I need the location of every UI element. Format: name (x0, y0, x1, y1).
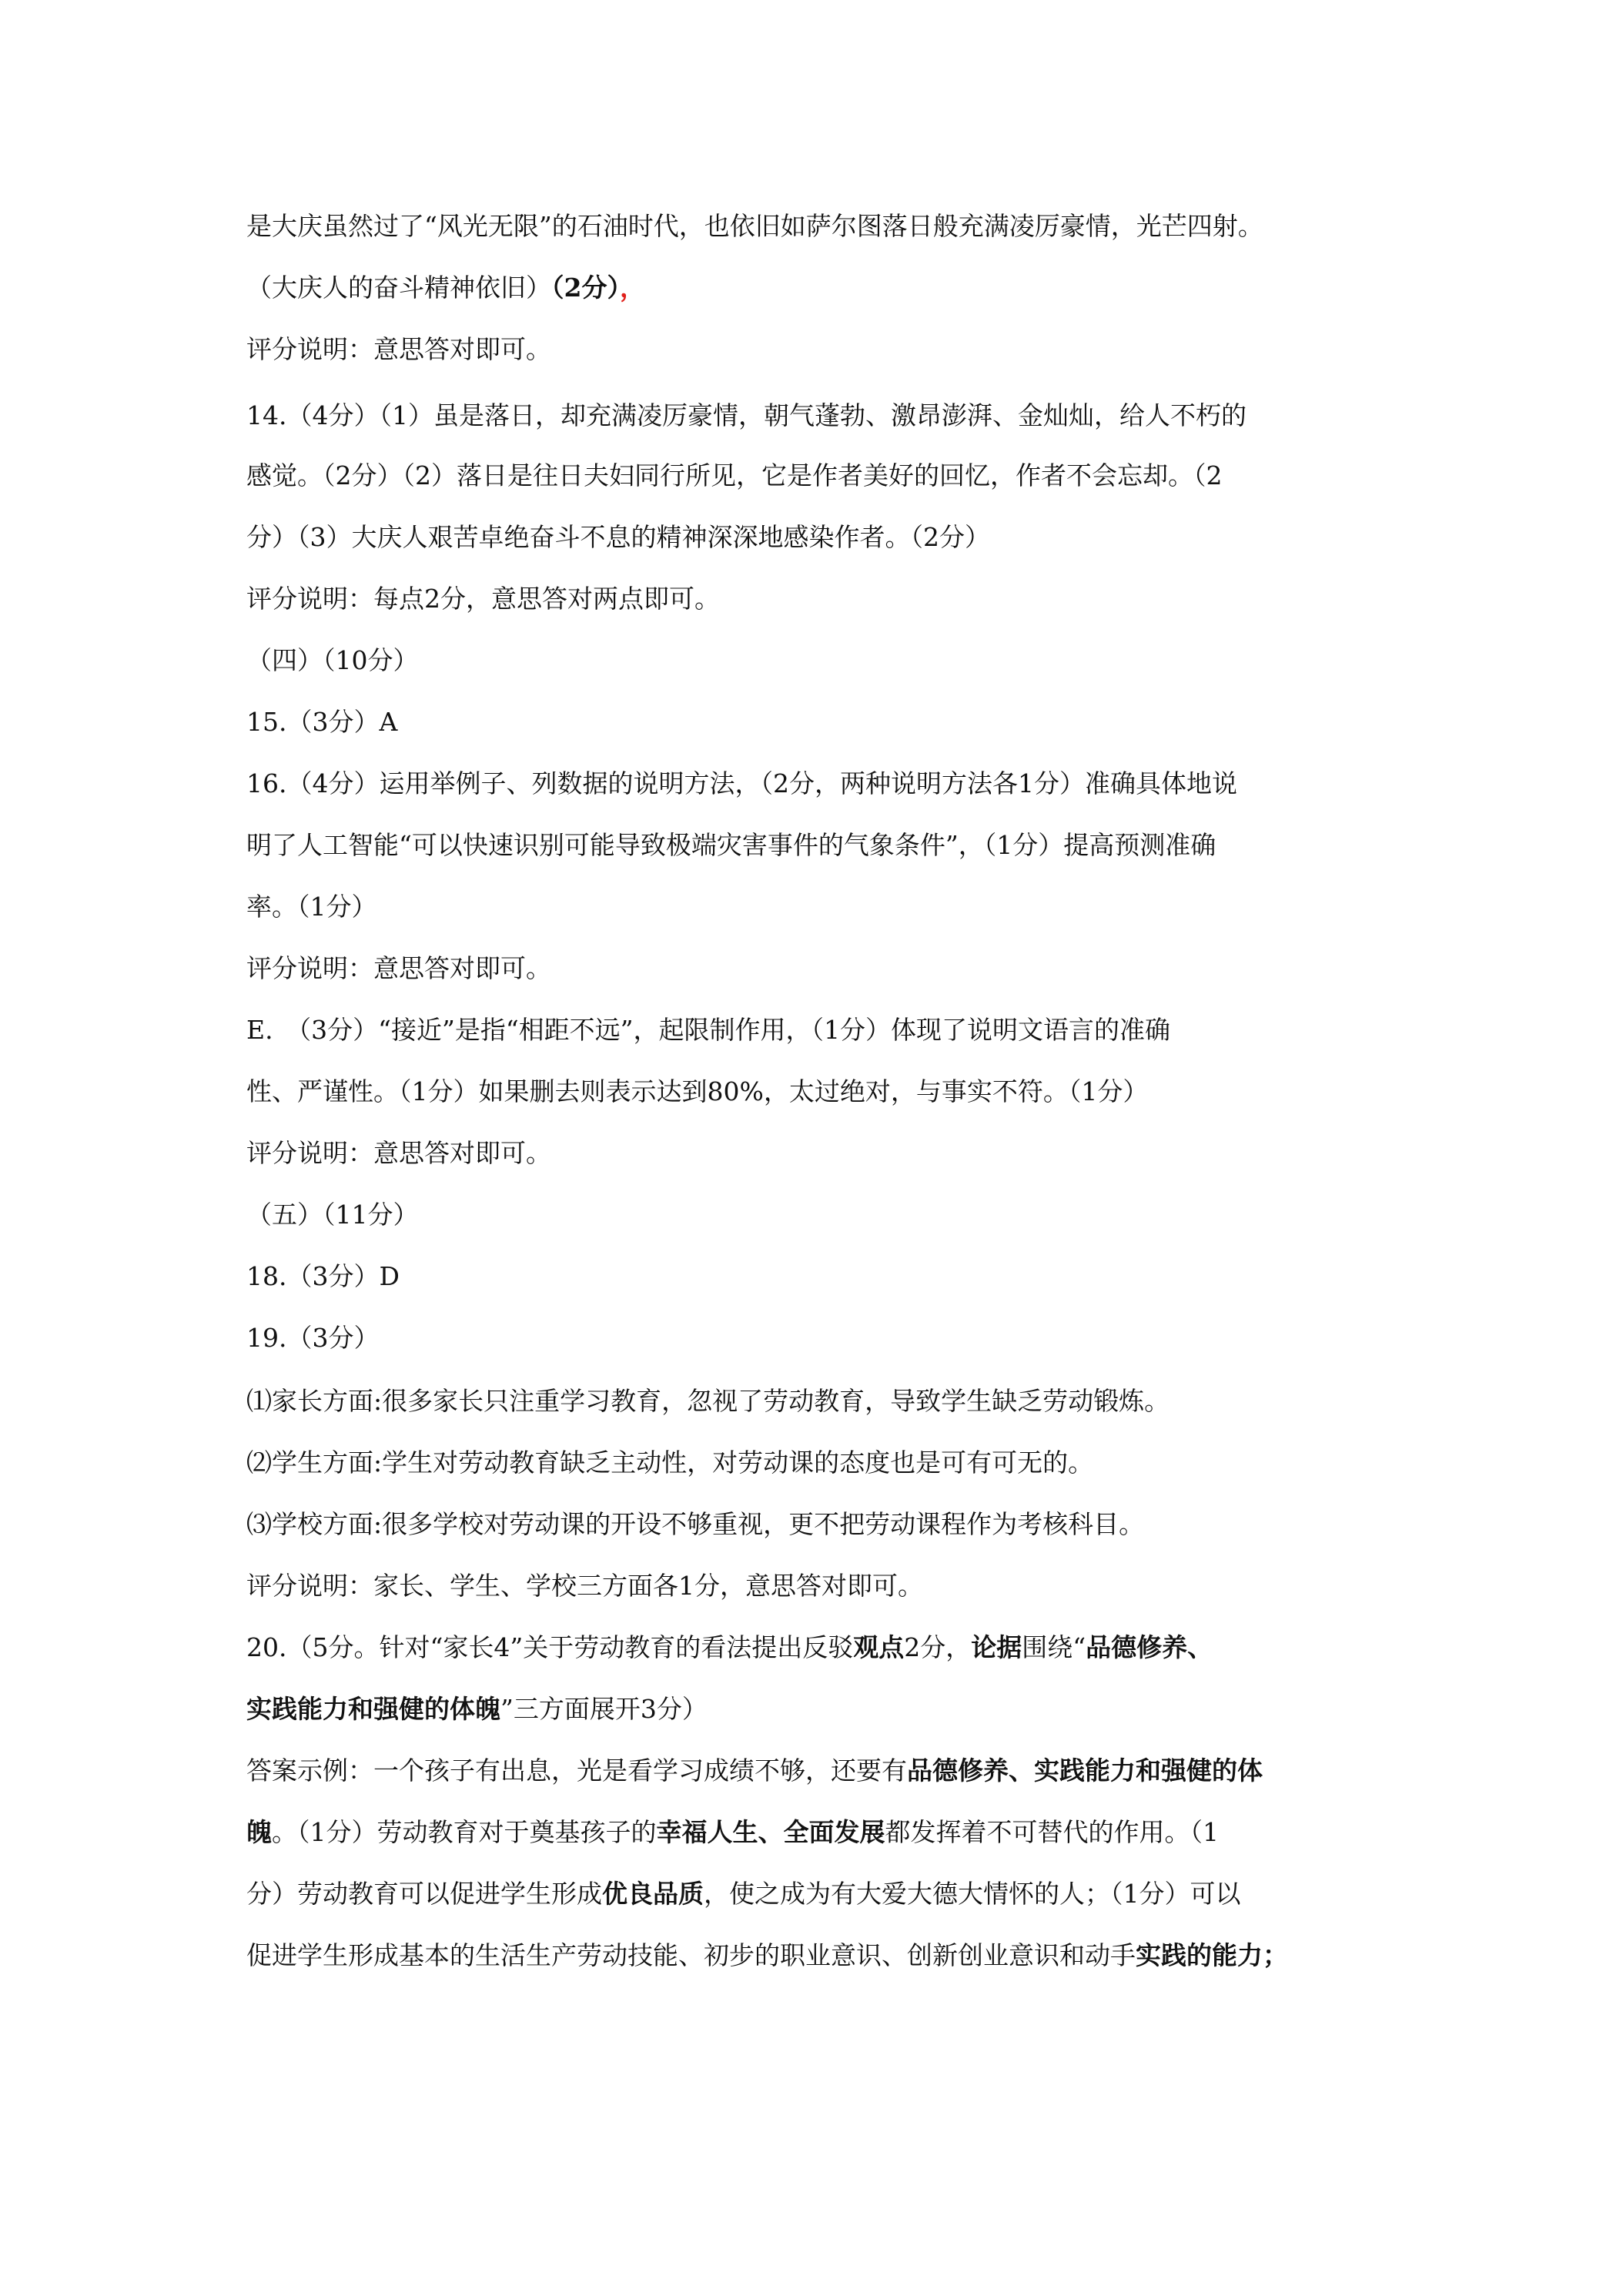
text-span: 是大庆虽然过了“风光无限”的石油时代，也依旧如萨尔图落日般充满凌厉豪情，光芒四射。 (246, 211, 1263, 241)
text-line-4 (246, 393, 1386, 439)
text-span: （大庆人的奋斗精神依旧） (246, 273, 551, 303)
text-line-20 (246, 1378, 1386, 1424)
text-line-16 (246, 1130, 1386, 1176)
text-line-21 (246, 1440, 1386, 1486)
text-line-15 (246, 1069, 1386, 1115)
text-span: 评分说明：意思答对即可。 (246, 334, 551, 364)
text-line-2 (246, 265, 1386, 311)
text-line-24 (246, 1625, 1386, 1671)
bold-span: 优良品质 (602, 1879, 704, 1909)
bold-span: 实践能力和强健的体魄 (246, 1694, 500, 1724)
text-line-17 (246, 1192, 1386, 1238)
text-span: 16.（4分）运用举例子、列数据的说明方法，（2分，两种说明方法各1分）准确具体地说 (246, 768, 1237, 798)
text-span: 评分说明：意思答对即可。 (246, 1138, 551, 1168)
text-line-11 (246, 822, 1386, 869)
text-line-13 (246, 946, 1386, 992)
text-span: 。（1分）劳动教育对于奠基孩子的 (272, 1817, 657, 1847)
bold-span: 论据 (971, 1632, 1022, 1662)
text-line-6 (246, 514, 1386, 561)
text-line-7 (246, 576, 1386, 622)
section-heading: （五）（11分） (246, 1200, 419, 1230)
text-line-10 (246, 761, 1386, 807)
text-span: 19.（3分） (246, 1323, 380, 1353)
text-line-23 (246, 1563, 1386, 1609)
text-span: 评分说明：意思答对即可。 (246, 953, 551, 983)
score-bold: （2分） (551, 273, 620, 303)
bold-span: 观点 (853, 1632, 905, 1662)
text-span: ⑴家长方面:很多家长只注重学习教育，忽视了劳动教育，导致学生缺乏劳动锻炼。 (246, 1386, 1170, 1416)
text-line-27 (246, 1809, 1386, 1856)
text-span: ，使之成为有大爱大德大情怀的人；（1分）可以 (704, 1879, 1241, 1909)
text-span: 感觉。（2分）（2）落日是往日夫妇同行所见，它是作者美好的回忆，作者不会忘却。（2 (246, 460, 1223, 490)
text-line-18 (246, 1253, 1386, 1300)
text-span: 2分， (904, 1632, 972, 1662)
text-span: 15.（3分）A (246, 707, 398, 737)
text-span: 答案示例：一个孩子有出息，光是看学习成绩不够，还要有 (246, 1755, 907, 1786)
bold-span: 品德修养、实践能力和强健的体 (907, 1755, 1263, 1786)
text-span: E. （3分）“接近”是指“相距不远”，起限制作用，（1分）体现了说明文语言的准确 (246, 1015, 1171, 1045)
text-span: 都发挥着不可替代的作用。（1 (885, 1817, 1219, 1847)
text-span: 评分说明：家长、学生、学校三方面各1分，意思答对即可。 (246, 1571, 923, 1601)
text-span: 14.（4分）（1）虽是落日，却充满凌厉豪情，朝气蓬勃、激昂澎湃、金灿灿，给人不朽的 (246, 400, 1247, 430)
text-span: ⑶学校方面:很多学校对劳动课的开设不够重视，更不把劳动课程作为考核科目。 (246, 1509, 1145, 1539)
text-line-25 (246, 1686, 1386, 1732)
text-line-8 (246, 638, 1386, 684)
text-line-22 (246, 1501, 1386, 1548)
text-span: 率。（1分） (246, 892, 377, 922)
bold-span: 幸福人生、全面发展 (656, 1817, 885, 1847)
text-line-26 (246, 1748, 1386, 1794)
text-span: 促进学生形成基本的生活生产劳动技能、初步的职业意识、创新创业意识和动手 (246, 1940, 1136, 1970)
text-line-5 (246, 453, 1386, 499)
bold-span: 魄 (246, 1817, 272, 1847)
text-span: ”三方面展开3分） (500, 1694, 708, 1724)
text-span: 18.（3分）D (246, 1261, 400, 1291)
text-span: 20.（5分。针对“家长4”关于劳动教育的看法提出反驳 (246, 1632, 854, 1662)
bold-span: 实践的能力； (1136, 1940, 1288, 1970)
text-span: 明了人工智能“可以快速识别可能导致极端灾害事件的气象条件”，（1分）提高预测准确 (246, 830, 1216, 860)
bold-span: 品德修养、 (1086, 1632, 1213, 1662)
text-span: 评分说明：每点2分，意思答对两点即可。 (246, 584, 720, 614)
text-line-19 (246, 1315, 1386, 1361)
text-span: 分）劳动教育可以促进学生形成 (246, 1879, 602, 1909)
text-line-28 (246, 1871, 1386, 1917)
text-line-1 (246, 203, 1386, 249)
text-line-12 (246, 884, 1386, 930)
text-span: 围绕“ (1022, 1632, 1086, 1662)
section-heading: （四）（10分） (246, 645, 419, 675)
text-line-29 (246, 1933, 1386, 1979)
text-span: ⑵学生方面:学生对劳动教育缺乏主动性，对劳动课的态度也是可有可无的。 (246, 1448, 1094, 1478)
text-line-9 (246, 699, 1386, 745)
text-span: 分）（3）大庆人艰苦卓绝奋斗不息的精神深深地感染作者。（2分） (246, 522, 990, 552)
text-line-3 (246, 326, 1386, 373)
red-mark: ， (619, 273, 645, 303)
text-span: 性、严谨性。（1分）如果删去则表示达到80%，太过绝对，与事实不符。（1分） (246, 1076, 1149, 1106)
text-line-14 (246, 1007, 1386, 1053)
